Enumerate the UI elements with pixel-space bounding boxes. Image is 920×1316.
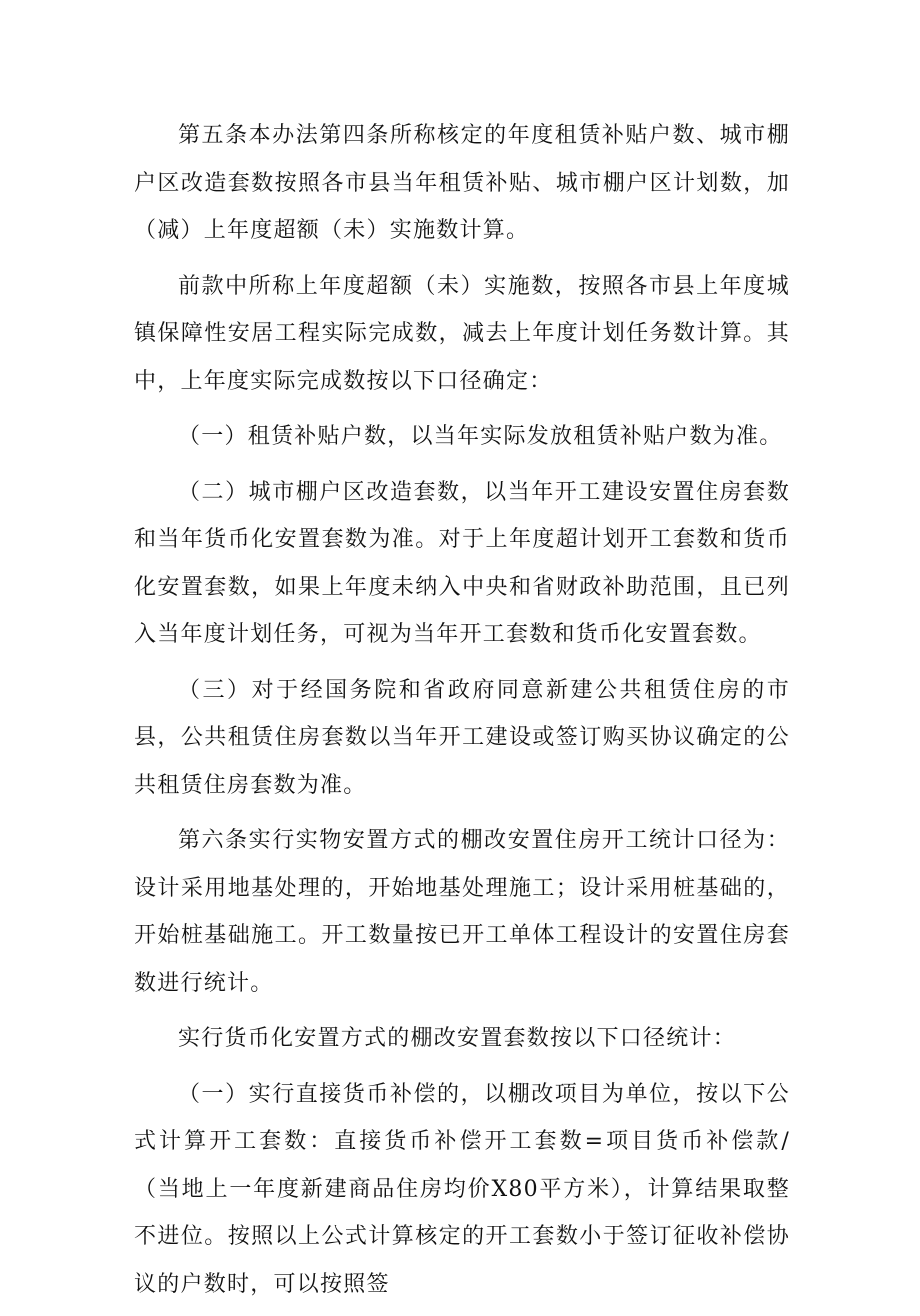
paragraph-item-1-direct-compensation: （一）实行直接货币补偿的，以棚改项目为单位，按以下公式计算开工套数：直接货币补偿开工套数=项目货币补偿款/（当地上一年度新建商品住房均价X80平方米），计算结果取整不进位。按照以上公式计算核定的开工套数小于签订征收补偿协议的户数时，可以按照签 [134,1081,790,1297]
paragraph-item-1-rental-subsidy: （一）租赁补贴户数，以当年实际发放租赁补贴户数为准。 [178,424,783,449]
paragraph-item-3-public-rental: （三）对于经国务院和省政府同意新建公共租赁住房的市县，公共租赁住房套数以当年开工建设或签订购买协议确定的公共租赁住房套数为准。 [134,677,790,798]
paragraph-previous-year-excess: 前款中所称上年度超额（未）实施数，按照各市县上年度城镇保障性安居工程实际完成数，减去上年度计划任务数计算。其中，上年度实际完成数按以下口径确定： [134,273,790,394]
paragraph-monetized-resettlement: 实行货币化安置方式的棚改安置套数按以下口径统计： [178,1026,737,1051]
paragraph-item-2-shantytown: （二）城市棚户区改造套数，以当年开工建设安置住房套数和当年货币化安置套数为准。对于上年度超计划开工套数和货币化安置套数，如果上年度未纳入中央和省财政补助范围，且已列入当年度计划任务，可视为当年开工套数和货币化安置套数。 [134,479,790,647]
document-body [134,112,790,1316]
paragraph-article-6: 第六条实行实物安置方式的棚改安置住房开工统计口径为：设计采用地基处理的，开始地基处理施工；设计采用桩基础的，开始桩基础施工。开工数量按已开工单体工程设计的安置住房套数进行统计。 [134,828,790,996]
paragraph-article-5: 第五条本办法第四条所称核定的年度租赁补贴户数、城市棚户区改造套数按照各市县当年租赁补贴、城市棚户区计划数，加（减）上年度超额（未）实施数计算。 [134,123,790,243]
